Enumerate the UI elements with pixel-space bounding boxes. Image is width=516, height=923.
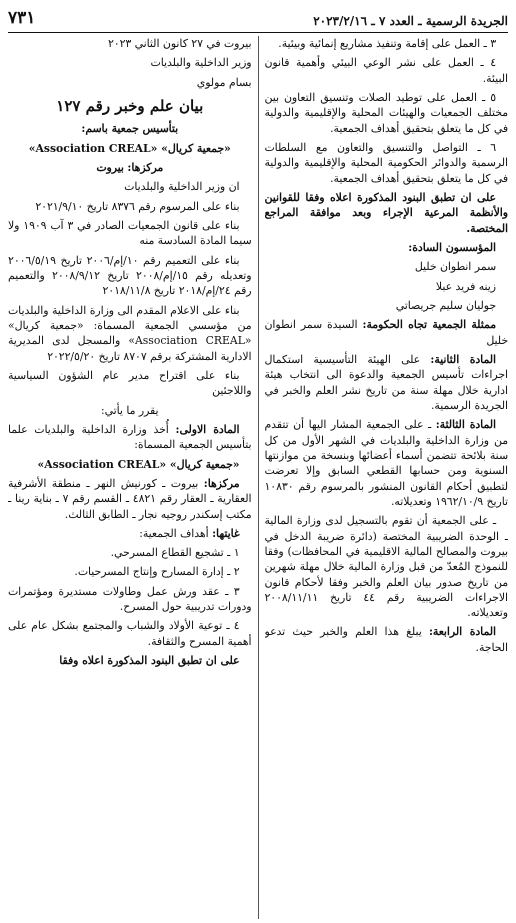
founder-2: زينه فريد عبلا [435,279,496,293]
goals-heading [8,526,252,541]
goal-item-3: ٣ ـ العمل على إقامة وتنفيذ مشاريع إنمائية وبيئية. [278,37,496,50]
basis-3: بناء على التعميم رقم ١٠/إم/٢٠٠٦ تاريخ ٢٠٠٦/٥/١٩ وتعديله رقم ١٥/إم/٢٠٠٨ تاريخ ٢٠٠٨/٩/١٢ والتعميم رقم ٢٤/إم/٢٠١٨ تاريخ ٢٠١٨/١١/٨ [8,253,252,298]
article-3-tax: ـ على الجمعية أن تقوم بالتسجيل لدى وزارة المالية ـ الوحدة الضريبية المختصة (دائرة ضريبة الدخل في بيروت والمصالح المالية الاقليمية في المحافظات) وفقا للنموذج المُعدّ من قبل وزارة المالية خلال مهلة شهرين من تاريخ صدور بيان العلم والخبر وفقا لأحكام قانون الاجراءات الضريبية رقم ٤٤ تاريخ ٢٠٠٨/١١/١١ وتعديلاته. [264,514,508,620]
headquarters-detail [8,476,252,522]
right-column [265,36,509,919]
place-date: بيروت في ٢٧ كانون الثاني ٢٠٢٣ [107,37,252,50]
goal-1: ١ ـ تشجيع القطاع المسرحي. [110,546,240,560]
founders-title: المؤسسون السادة: [408,240,496,254]
hq-value: بيروت [96,160,124,174]
article-3-text: ـ على الجمعية المشار اليها أن تتقدم من وزارة الداخلية والبلديات في الشهر الأول من كل سنة بلائحة تتضمن أسماء أعضائها وبنسخة من موازنتها السنوية ومن حسابها القطعي السابق وإلا تعرضت لتطبيق أحكام القانون المنشور بالمرسوم رقم ١٠٨٣٠ تاريخ ١٩٦٢/١٠/٩ وتعديلاته. [264,418,508,508]
goal-item-5: ٥ ـ العمل على توطيد الصلات وتنسيق التعاون بين مختلف الجمعيات والهيئات المحلية والإقليمية والدولية في كل ما يتعلق بتحقيق أهداف الجمعية. [264,90,508,135]
minister-title: وزير الداخلية والبلديات [150,56,252,70]
representative-label: ممثلة الجمعية تجاه الحكومة: [362,318,496,332]
goals-label: غايتها: [212,526,240,540]
article-4-text: يبلغ هذا العلم والخبر حيث تدعو الحاجة. [264,625,508,654]
headquarters-line [8,160,252,175]
representative-name: السيدة سمر انطوان خليل [264,318,508,347]
goal-item-4: ٤ ـ العمل على نشر الوعي البيئي وأهمية قانون البيئة. [264,56,508,85]
goal-2: ٢ ـ إدارة المسارح وإنتاج المسرحيات. [74,565,240,579]
intro-line: ان وزير الداخلية والبلديات [124,180,240,194]
article-1-association-name: «جمعية كريال» «Association CREAL» [37,457,240,471]
basis-4: بناء على الاعلام المقدم الى وزارة الداخلية والبلديات من مؤسسي الجمعية المسماة: «جمعية كريال» «Association CREAL» والمسجل لدى المديرية الادارية المشتركة برقم ٨٧٠٧ تاريخ ٢٠٢٢/٥/٢٠ [8,303,252,363]
minister-name: بسام مولوي [196,75,252,89]
notice-title: بيان علم وخبر رقم ١٢٧ [56,96,204,115]
article-1-label: المادة الاولى: [175,422,240,436]
article-3-label: المادة الثالثة: [435,418,496,432]
article-1-text: أُخذ وزارة الداخلية والبلديات علما بتأسيس الجمعية المسماة: [8,422,252,452]
conditions-paragraph: على ان تطبق البنود المذكورة اعلاه وفقا للقوانين والأنظمة المرعية الإجراء وبعد موافقة المراجع المختصة. [264,190,508,235]
closing-line: على ان تطبق البنود المذكورة اعلاه وفقا [59,654,240,668]
two-column-body [8,36,508,919]
goal-item-6: ٦ ـ التواصل والتنسيق والتعاون مع السلطات الرسمية والدوائر الحكومية المحلية والإقليمية والدولية في كل ما يتعلق بتحقيق أهداف الجمعية. [264,140,508,185]
notice-subtitle: بتأسيس جمعية باسم: [81,122,179,136]
goals-intro: أهداف الجمعية: [139,526,209,540]
left-column [8,36,252,919]
article-2-label: المادة الثانية: [430,352,497,366]
hq-label: مركزها: [127,160,164,174]
article-4 [265,624,509,655]
article-3 [265,417,509,509]
article-2 [265,352,509,413]
decides-line: يقرر ما يأتي: [101,403,159,417]
hq-detail-label: مركزها: [203,476,240,490]
article-1 [8,422,252,453]
basis-5: بناء على اقتراح مدير عام الشؤون السياسية واللاجئين [8,368,252,398]
page-number: ٧٣١ [8,7,36,28]
basis-2: بناء على قانون الجمعيات الصادر في ٣ آب ١٩٠٩ ولا سيما المادة السادسة منه [8,218,252,248]
column-divider [258,36,259,919]
representative-paragraph [265,317,509,348]
goal-4: ٤ ـ توعية الأولاد والشباب والمجتمع بشكل عام على أهمية المسرح والثقافة. [8,619,252,648]
journal-title: الجريدة الرسمية ـ العدد ٧ ـ ٢٠٢٣/٢/١٦ [313,13,508,28]
founder-1: سمر انطوان خليل [414,260,496,274]
article-4-label: المادة الرابعة: [428,625,497,639]
hq-detail-text: بيروت ـ كورنيش النهر ـ منطقة الأشرفية العقارية ـ العقار رقم ٤٨٢١ ـ القسم رقم ٧ ـ بناية رينا ـ مكتب إسكندر روجيه نجار ـ الطابق الثالث. [8,476,252,521]
association-name: «جمعية كريال» «Association CREAL» [28,141,231,155]
page-header [8,6,508,33]
founder-3: جوليان سليم جريصاتي [395,298,496,312]
article-2-text: على الهيئة التأسيسية استكمال اجراءات تأسيس الجمعية والدعوة الى انتخاب هيئة ادارية خلال مهلة سنة من تاريخ نشر العلم والخبر في الجريدة الرسمية. [264,352,508,412]
goal-3: ٣ ـ عقد ورش عمل وطاولات مستديرة ومؤتمرات ودورات تدريبية حول المسرح. [8,584,252,614]
basis-1: بناء على المرسوم رقم ٨٣٧٦ تاريخ ٢٠٢١/٩/١٠ [35,199,240,213]
